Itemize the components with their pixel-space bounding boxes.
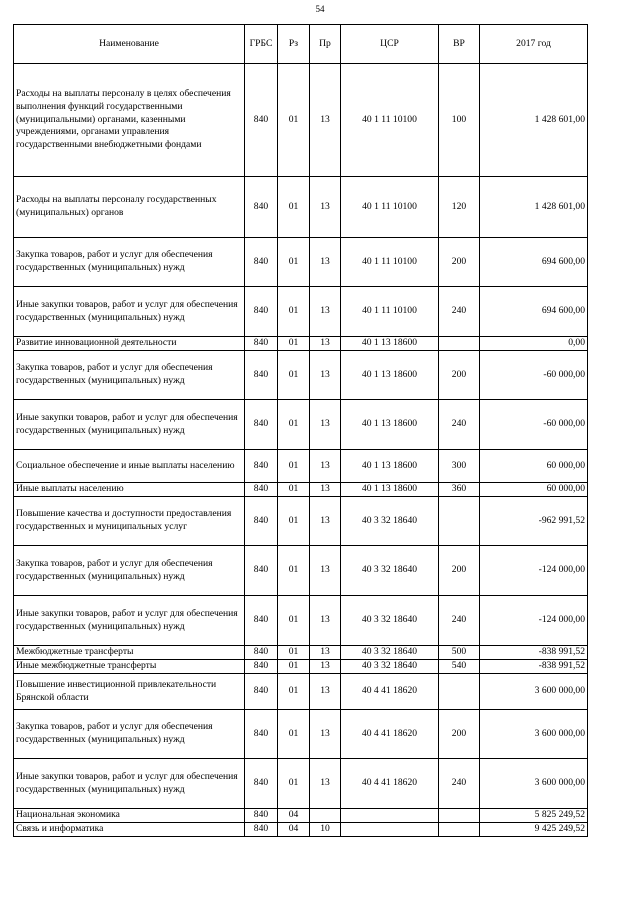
row-pr: 13 [310,337,341,351]
row-vr: 360 [439,483,480,497]
row-vr: 120 [439,177,480,238]
row-csr [341,823,439,837]
row-grbs: 840 [245,351,278,400]
row-rz: 01 [278,596,310,646]
row-name: Развитие инновационной деятельности [14,337,245,351]
row-amount: 3 600 000,00 [480,759,588,809]
row-name: Иные закупки товаров, работ и услуг для обеспечения государственных (муниципальных) нужд [14,400,245,450]
row-pr: 13 [310,674,341,710]
row-name: Социальное обеспечение и иные выплаты населению [14,450,245,483]
row-name: Иные межбюджетные трансферты [14,660,245,674]
row-pr: 13 [310,497,341,546]
row-grbs: 840 [245,674,278,710]
row-grbs: 840 [245,238,278,287]
row-name: Иные закупки товаров, работ и услуг для обеспечения государственных (муниципальных) нужд [14,759,245,809]
row-rz: 01 [278,450,310,483]
row-csr: 40 3 32 18640 [341,546,439,596]
row-amount: -124 000,00 [480,546,588,596]
row-vr: 240 [439,759,480,809]
row-rz: 01 [278,287,310,337]
table-row [14,483,588,497]
row-pr: 13 [310,646,341,660]
table-row [14,238,588,287]
table-row [14,809,588,823]
row-name: Закупка товаров, работ и услуг для обеспечения государственных (муниципальных) нужд [14,546,245,596]
budget-table [13,24,588,837]
row-grbs: 840 [245,450,278,483]
header-name: Наименование [14,25,245,64]
row-pr: 13 [310,351,341,400]
row-grbs: 840 [245,483,278,497]
row-vr: 540 [439,660,480,674]
header-csr: ЦСР [341,25,439,64]
row-csr: 40 1 11 10100 [341,287,439,337]
row-rz: 01 [278,546,310,596]
table-row [14,546,588,596]
row-pr: 13 [310,483,341,497]
row-amount: -60 000,00 [480,400,588,450]
row-name: Иные выплаты населению [14,483,245,497]
row-vr: 240 [439,400,480,450]
row-rz: 01 [278,660,310,674]
row-csr: 40 3 32 18640 [341,497,439,546]
row-rz: 01 [278,238,310,287]
row-pr: 13 [310,238,341,287]
row-csr: 40 4 41 18620 [341,710,439,759]
row-rz: 01 [278,337,310,351]
row-name: Закупка товаров, работ и услуг для обеспечения государственных (муниципальных) нужд [14,238,245,287]
row-amount: -124 000,00 [480,596,588,646]
row-pr: 13 [310,710,341,759]
table-row [14,674,588,710]
row-vr: 200 [439,546,480,596]
row-csr: 40 1 13 18600 [341,400,439,450]
row-amount: 9 425 249,52 [480,823,588,837]
row-amount: 694 600,00 [480,238,588,287]
row-grbs: 840 [245,400,278,450]
row-grbs: 840 [245,596,278,646]
row-name: Иные закупки товаров, работ и услуг для обеспечения государственных (муниципальных) нужд [14,287,245,337]
row-csr: 40 1 13 18600 [341,337,439,351]
row-grbs: 840 [245,710,278,759]
row-grbs: 840 [245,64,278,177]
row-rz: 04 [278,809,310,823]
table-row [14,823,588,837]
row-grbs: 840 [245,823,278,837]
row-amount: -60 000,00 [480,351,588,400]
row-name: Национальная экономика [14,809,245,823]
row-rz: 01 [278,177,310,238]
row-rz: 01 [278,710,310,759]
table-row [14,351,588,400]
page-number: 54 [315,4,325,14]
row-grbs: 840 [245,177,278,238]
row-csr: 40 1 11 10100 [341,238,439,287]
row-csr: 40 1 13 18600 [341,483,439,497]
row-csr: 40 3 32 18640 [341,660,439,674]
row-csr: 40 4 41 18620 [341,674,439,710]
row-csr: 40 1 11 10100 [341,177,439,238]
header-grbs: ГРБС [245,25,278,64]
table-header-row [14,25,588,64]
row-grbs: 840 [245,497,278,546]
table-row [14,660,588,674]
table-row [14,759,588,809]
row-vr [439,809,480,823]
row-vr: 200 [439,710,480,759]
row-vr: 240 [439,287,480,337]
row-pr: 13 [310,450,341,483]
row-csr: 40 3 32 18640 [341,596,439,646]
row-pr: 13 [310,660,341,674]
row-name: Закупка товаров, работ и услуг для обеспечения государственных (муниципальных) нужд [14,710,245,759]
header-amount: 2017 год [480,25,588,64]
row-vr: 100 [439,64,480,177]
row-csr: 40 1 13 18600 [341,351,439,400]
row-name: Расходы на выплаты персоналу государственных (муниципальных) органов [14,177,245,238]
row-amount: 60 000,00 [480,483,588,497]
table-row [14,287,588,337]
row-amount: 0,00 [480,337,588,351]
row-amount: 694 600,00 [480,287,588,337]
header-vr: ВР [439,25,480,64]
row-pr: 10 [310,823,341,837]
row-pr [310,809,341,823]
row-csr: 40 4 41 18620 [341,759,439,809]
row-vr [439,823,480,837]
row-amount: 1 428 601,00 [480,177,588,238]
row-vr: 300 [439,450,480,483]
row-amount: -962 991,52 [480,497,588,546]
row-rz: 04 [278,823,310,837]
row-csr: 40 1 13 18600 [341,450,439,483]
row-amount: 60 000,00 [480,450,588,483]
row-name: Связь и информатика [14,823,245,837]
row-rz: 01 [278,64,310,177]
row-pr: 13 [310,759,341,809]
table-row [14,596,588,646]
row-vr: 200 [439,351,480,400]
row-pr: 13 [310,287,341,337]
row-grbs: 840 [245,287,278,337]
table-row [14,710,588,759]
row-pr: 13 [310,177,341,238]
row-rz: 01 [278,759,310,809]
row-pr: 13 [310,400,341,450]
row-pr: 13 [310,596,341,646]
row-pr: 13 [310,64,341,177]
row-rz: 01 [278,400,310,450]
table-row [14,400,588,450]
table-row [14,64,588,177]
row-amount: 3 600 000,00 [480,674,588,710]
table-row [14,337,588,351]
row-vr [439,337,480,351]
row-grbs: 840 [245,546,278,596]
row-csr: 40 3 32 18640 [341,646,439,660]
row-rz: 01 [278,646,310,660]
row-vr: 200 [439,238,480,287]
row-name: Межбюджетные трансферты [14,646,245,660]
header-rz: Рз [278,25,310,64]
row-vr: 240 [439,596,480,646]
row-csr: 40 1 11 10100 [341,64,439,177]
row-grbs: 840 [245,660,278,674]
row-amount: 3 600 000,00 [480,710,588,759]
row-grbs: 840 [245,759,278,809]
table-row [14,497,588,546]
row-amount: -838 991,52 [480,660,588,674]
row-rz: 01 [278,483,310,497]
row-amount: -838 991,52 [480,646,588,660]
row-amount: 1 428 601,00 [480,64,588,177]
header-pr: Пр [310,25,341,64]
table-row [14,450,588,483]
row-rz: 01 [278,674,310,710]
row-pr: 13 [310,546,341,596]
table-row [14,646,588,660]
row-name: Повышение инвестиционной привлекательности Брянской области [14,674,245,710]
row-csr [341,809,439,823]
row-vr [439,497,480,546]
row-rz: 01 [278,497,310,546]
row-name: Закупка товаров, работ и услуг для обеспечения государственных (муниципальных) нужд [14,351,245,400]
row-grbs: 840 [245,646,278,660]
row-vr: 500 [439,646,480,660]
table-row [14,177,588,238]
row-name: Расходы на выплаты персоналу в целях обеспечения выполнения функций государственными (муниципальными) органами, казенными учреждениями, органами управления государственными внебюджетными фондами [14,64,245,177]
row-amount: 5 825 249,52 [480,809,588,823]
row-grbs: 840 [245,337,278,351]
row-grbs: 840 [245,809,278,823]
row-name: Повышение качества и доступности предоставления государственных и муниципальных услуг [14,497,245,546]
row-name: Иные закупки товаров, работ и услуг для обеспечения государственных (муниципальных) нужд [14,596,245,646]
row-vr [439,674,480,710]
row-rz: 01 [278,351,310,400]
